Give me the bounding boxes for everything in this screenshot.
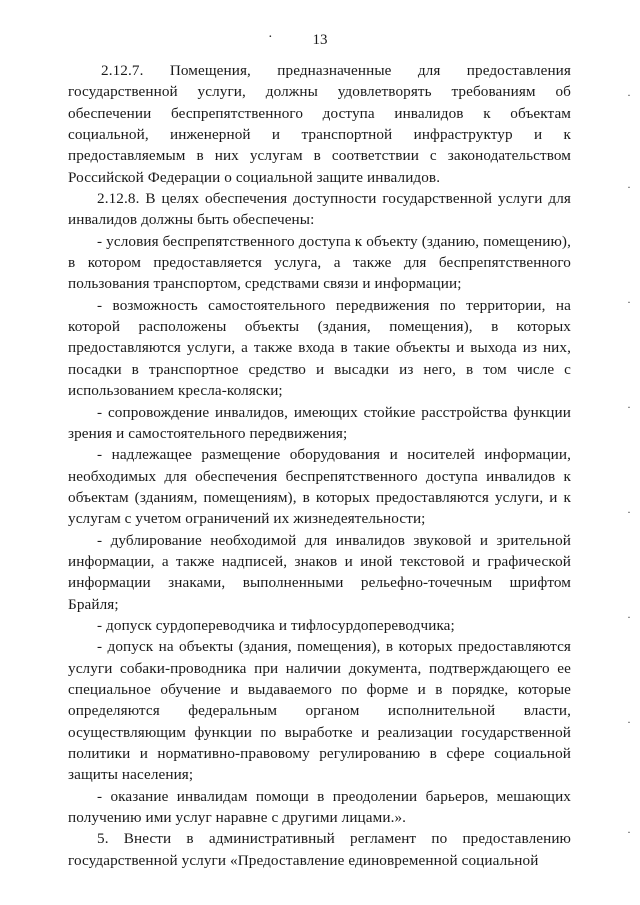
scan-mark: · [627, 610, 631, 624]
list-item-assistance: - оказание инвалидам помощи в преодолении барьеров, мешающих получению ими услуг наравне с другими лицами.». [68, 787, 571, 827]
page-number-text: 13 [312, 32, 328, 48]
paragraph-5: 5. Внести в административный регламент по предоставлению государственной услуги «Предоставление единовременной социальной [68, 830, 571, 869]
paragraph-2-12-7: 2.12.7. Помещения, предназначенные для предоставления государственной услуги, должны удовлетворять требованиям об обеспечении беспрепятственного доступа инвалидов к объектам социальной, инженерной и транспортной инфраструктур и к предоставляемым в них услугам в соответствии с законодательством Российской Федерации о социальной защите инвалидов. [68, 62, 571, 186]
scan-mark: · [627, 400, 631, 414]
list-item-equipment-placement: - надлежащее размещение оборудования и носителей информации, необходимых для обеспечения беспрепятственного доступа инвалидов к объектам (зданиям, помещениям), в которых предоставляются услуги, и к услугам с учетом ограничений их жизнедеятельности; [68, 446, 571, 528]
document-body [68, 60, 571, 871]
scan-mark: · [627, 505, 631, 519]
list-item-duplication: - дублирование необходимой для инвалидов звуковой и зрительной информации, а также надписей, знаков и иной текстовой и графической информации знаками, выполненными рельефно-точечным шрифтом Брайля; [68, 531, 571, 613]
list-item-independent-movement: - возможность самостоятельного передвижения по территории, на которой расположены объекты (здания, помещения), в которых предоставляются услуги, а также входа в такие объекты и выхода из них, посадки в транспортное средство и высадки из него, в том числе с использованием кресла-коляски; [68, 296, 571, 400]
scan-mark: · [627, 825, 631, 839]
scan-mark: · [627, 295, 631, 309]
list-item-escort: - сопровождение инвалидов, имеющих стойкие расстройства функции зрения и самостоятельного передвижения; [68, 403, 571, 442]
scan-mark: · [627, 180, 631, 194]
list-item-interpreters: - допуск сурдопереводчика и тифлосурдопереводчика; [97, 616, 455, 634]
scan-mark: · [627, 88, 631, 102]
list-item-guide-dog: - допуск на объекты (здания, помещения), в которых предоставляются услуги собаки-проводника при наличии документа, подтверждающего ее специальное обучение и выдаваемого по форме и в порядке, которые определяются федеральным органом исполнительной власти, осуществляющим функции по выработке и реализации государственной политики и нормативно-правовому регулированию в сфере социальной защиты населения; [68, 638, 571, 784]
scan-mark: · [627, 715, 631, 729]
list-item-access-conditions: - условия беспрепятственного доступа к объекту (зданию, помещению), в котором предоставляется услуга, а также для беспрепятственного пользования транспортом, средствами связи и информации; [68, 232, 571, 293]
paragraph-2-12-8: 2.12.8. В целях обеспечения доступности государственной услуги для инвалидов должны быть обеспечены: [68, 190, 571, 229]
scan-dot: · [268, 30, 273, 45]
page-number [0, 30, 640, 50]
